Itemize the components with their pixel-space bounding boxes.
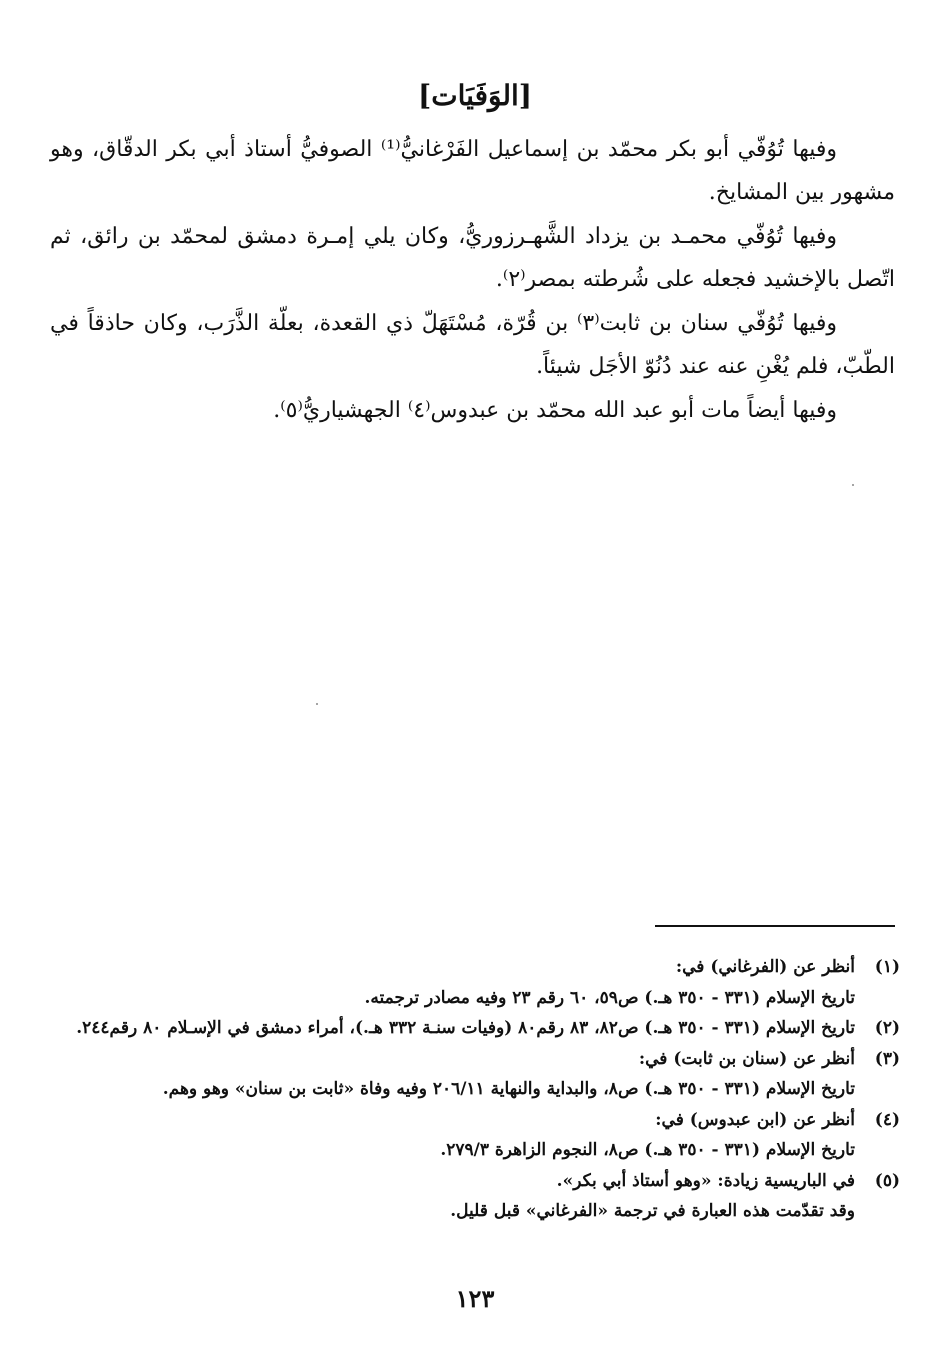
footnote-separator — [655, 925, 895, 927]
paragraph-3: وفيها تُوُفّي سنان بن ثابت⁽٣⁾ بن قُرّة، مُسْتَهَلّ ذي القعدة، بعلّة الذَّرَب، وكان حاذقاً في الطّبّ، فلم يُغْنِ عنه عند دُنُوّ الأجَل شيئاً. — [50, 311, 895, 379]
footnote-number: (٢) — [874, 1018, 900, 1038]
footnote-number: (٤) — [874, 1109, 900, 1130]
print-speck — [316, 703, 318, 705]
print-speck — [852, 484, 854, 486]
footnote-4 — [50, 1105, 900, 1166]
footnote-number: (٣) — [874, 1048, 900, 1069]
paragraph-1: وفيها تُوُفّي أبو بكر محمّد بن إسماعيل الفَرْغانيُّ⁽¹⁾ الصوفيُّ أستاذ أبي بكر الدقّاق، وهو مشهور بين المشايخ. — [50, 137, 895, 205]
footnote-number: (١) — [874, 957, 900, 977]
main-text — [50, 128, 895, 433]
footnote-1 — [50, 952, 900, 1013]
footnote-5 — [50, 1166, 900, 1227]
footnote-text: تاريخ الإسلام (٣٣١ - ٣٥٠ هـ.) ص٨٢، ٨٣ رقم٨٠ (وفيات سنـة ٣٣٢ هـ.)، أمراء دمشق في الإسـلام ٨٠ رقم٢٤٤. — [76, 1018, 855, 1038]
footnote-text: وقد تقدّمت هذه العبارة في ترجمة «الفرغاني» قبل قليل. — [450, 1201, 855, 1221]
page-number: ١٢٣ — [455, 1284, 495, 1313]
paragraph-2: وفيها تُوُفّي محمـد بن يزداد الشَّهـرزوريُّ، وكان يلي إمـرة دمشق لمحمّد بن رائق، ثم اتّصل بالإخشيد فجعله على شُرطته بمصر⁽٢⁾. — [50, 224, 895, 292]
footnote-text: تاريخ الإسلام (٣٣١ - ٣٥٠ هـ.) ص٨، والبداية والنهاية ٢٠٦/١١ وفيه وفاة «ثابت بن سنان» وهو وهم. — [162, 1079, 855, 1099]
footnote-text: تاريخ الإسلام (٣٣١ - ٣٥٠ هـ.) ص٨، النجوم الزاهرة ٢٧٩/٣. — [440, 1140, 855, 1160]
footnote-3 — [50, 1044, 900, 1105]
footnotes — [50, 952, 900, 1227]
footnote-2 — [50, 1013, 900, 1044]
footnote-number: (٥) — [874, 1170, 900, 1191]
footnote-text: أنظر عن (ابن عبدوس) في: — [655, 1109, 855, 1130]
footnote-text: تاريخ الإسلام (٣٣١ - ٣٥٠ هـ.) ص٥٩، ٦٠ رقم ٢٣ وفيه مصادر ترجمته. — [364, 987, 855, 1008]
paragraph-4: وفيها أيضاً مات أبو عبد الله محمّد بن عبدوس⁽٤⁾ الجهشياريُّ⁽٥⁾. — [273, 398, 837, 423]
section-title: [الوَفَيَات] — [418, 79, 532, 112]
footnote-text: أنظر عن (سنان بن ثابت) في: — [638, 1048, 855, 1069]
footnote-text: في الباريسية زيادة: «وهو أستاذ أبي بكر». — [556, 1170, 855, 1191]
footnote-text: أنظر عن (الفرغاني) في: — [675, 957, 855, 977]
